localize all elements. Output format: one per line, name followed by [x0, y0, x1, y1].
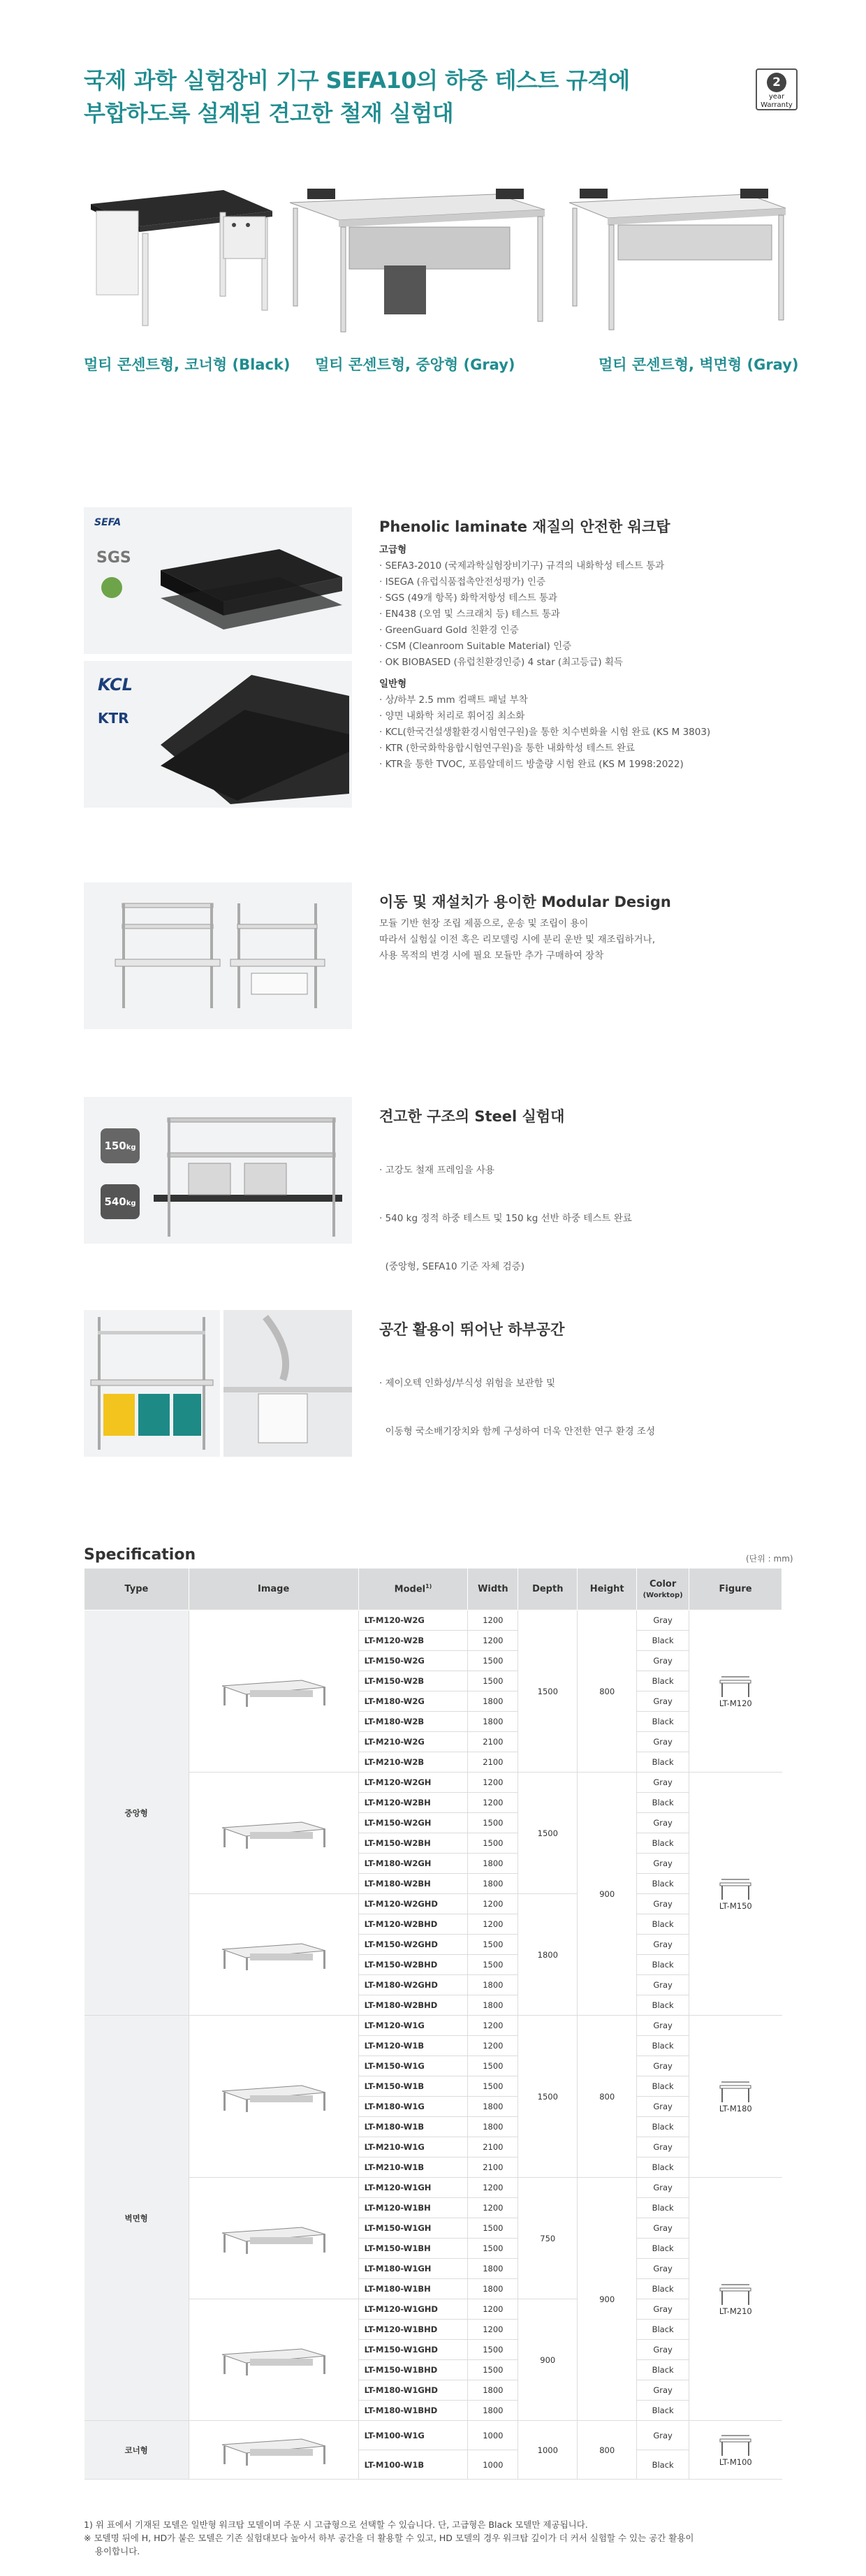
- black-panel-stack: [147, 521, 349, 650]
- standard-item: · 상/하부 2.5 mm 컴팩트 패널 부착: [379, 694, 528, 706]
- steel-line: · 540 kg 정적 하중 테스트 및 150 kg 선반 하중 테스트 완료: [379, 1213, 632, 1224]
- width-cell: 1200: [468, 1894, 518, 1914]
- premium-item: · GreenGuard Gold 친환경 인증: [379, 625, 519, 636]
- color-cell: Gray: [637, 2340, 689, 2360]
- model-cell: LT-M180-W1BH: [358, 2279, 468, 2299]
- model-cell: LT-M120-W1GHD: [358, 2299, 468, 2320]
- cabinet-drawing: [84, 1310, 220, 1457]
- color-cell: Black: [637, 2401, 689, 2421]
- height-cell: 800: [578, 2421, 637, 2480]
- model-cell: LT-M180-W2GH: [358, 1854, 468, 1874]
- exhaust-drawing: [223, 1310, 352, 1457]
- under-space-image-cabinet: [84, 1310, 220, 1457]
- width-cell: 1200: [468, 1914, 518, 1935]
- standard-item: · 양면 내화학 처리로 휘어짐 최소화: [379, 711, 525, 722]
- height-cell: 900: [578, 1773, 637, 2016]
- warranty-label-year: year: [768, 93, 785, 101]
- model-cell: LT-M210-W2G: [358, 1732, 468, 1752]
- feature-steel-body: [379, 1130, 632, 1291]
- color-cell: Black: [637, 1793, 689, 1813]
- col-width: Width: [468, 1569, 518, 1610]
- width-cell: 1800: [468, 2279, 518, 2299]
- standard-item: · KTR (한국화학융합시험연구원)을 통한 내화학성 테스트 완료: [379, 743, 635, 754]
- figure-label: LT-M100: [719, 2457, 752, 2467]
- premium-item: · SEFA3-2010 (국제과학실험장비기구) 규격의 내화학성 테스트 통과: [379, 560, 665, 572]
- modular-line: 모듈 기반 현장 조립 제품으로, 운송 및 조립이 용이: [379, 918, 589, 929]
- greenguard-logo: [101, 577, 122, 598]
- feature-worktop-title: Phenolic laminate 재질의 안전한 워크탑: [379, 518, 670, 535]
- model-cell: LT-M120-W1B: [358, 2036, 468, 2056]
- figure-icon: [719, 1675, 752, 1698]
- model-cell: LT-M180-W2B: [358, 1712, 468, 1732]
- figure-icon: [719, 2433, 752, 2457]
- color-cell: Black: [637, 1752, 689, 1773]
- color-cell: Gray: [637, 1975, 689, 1995]
- width-cell: 2100: [468, 1732, 518, 1752]
- model-cell: LT-M150-W1BH: [358, 2239, 468, 2259]
- under-space-image-exhaust: [223, 1310, 352, 1457]
- table-row: [85, 1894, 782, 1914]
- width-cell: 1200: [468, 2299, 518, 2320]
- modular-line: 사용 목적의 변경 시에 필요 모듈만 추가 구매하여 장착: [379, 950, 604, 961]
- color-cell: Black: [637, 1631, 689, 1651]
- table-row: [85, 1610, 782, 1631]
- color-cell: Black: [637, 1995, 689, 2016]
- hero-title-line1: 국제 과학 실험장비 기구 SEFA10의 하중 테스트 규격에: [84, 67, 630, 94]
- weight-150: 150kg: [101, 1128, 140, 1163]
- spec-notes: [84, 2518, 782, 2558]
- depth-cell: 750: [518, 2178, 578, 2299]
- width-cell: 1800: [468, 1854, 518, 1874]
- color-cell: Gray: [637, 2137, 689, 2157]
- width-cell: 2100: [468, 2137, 518, 2157]
- standard-heading: 일반형: [379, 678, 407, 690]
- model-cell: LT-M210-W2B: [358, 1752, 468, 1773]
- feature-steel-title: 견고한 구조의 Steel 실험대: [379, 1108, 565, 1125]
- figure-label: LT-M150: [719, 1900, 752, 1911]
- width-cell: 1800: [468, 2259, 518, 2279]
- table-thumbnail: [218, 2222, 330, 2255]
- spec-body: [85, 1610, 782, 2480]
- model-cell: LT-M180-W2BH: [358, 1874, 468, 1894]
- product-image-corner: [84, 183, 279, 337]
- width-cell: 1200: [468, 1773, 518, 1793]
- underspace-line: 이동형 국소배기장치와 함께 구성하여 더욱 안전한 연구 환경 조성: [379, 1426, 656, 1437]
- color-cell: Gray: [637, 2178, 689, 2198]
- color-cell: Gray: [637, 2421, 689, 2450]
- model-cell: LT-M210-W1B: [358, 2157, 468, 2178]
- width-cell: 1500: [468, 2239, 518, 2259]
- product-caption-center: 멀티 콘센트형, 중앙형 (Gray): [315, 356, 515, 373]
- figure-cell: [689, 1773, 782, 2016]
- standard-item: · KCL(한국건설생활환경시험연구원)을 통한 치수변화율 시험 완료 (KS M 3803): [379, 727, 711, 738]
- row-type: 중앙형: [85, 1610, 189, 2016]
- figure-label: LT-M120: [719, 1698, 752, 1708]
- product-image-center: [286, 189, 552, 339]
- warranty-badge: [756, 68, 798, 110]
- width-cell: 1800: [468, 2380, 518, 2401]
- model-cell: LT-M180-W1GH: [358, 2259, 468, 2279]
- depth-cell: 1000: [518, 2421, 578, 2480]
- model-cell: LT-M180-W1BHD: [358, 2401, 468, 2421]
- row-image: [189, 2421, 358, 2480]
- weight-540: 540kg: [101, 1184, 140, 1219]
- width-cell: 1200: [468, 2198, 518, 2218]
- table-row: [85, 2299, 782, 2320]
- width-cell: 1500: [468, 1935, 518, 1955]
- model-cell: LT-M120-W1GH: [358, 2178, 468, 2198]
- width-cell: 1500: [468, 1651, 518, 1671]
- row-type: 벽면형: [85, 2016, 189, 2421]
- model-cell: LT-M150-W1GH: [358, 2218, 468, 2239]
- model-cell: LT-M150-W1B: [358, 2076, 468, 2097]
- note-3: 용이합니다.: [84, 2546, 140, 2556]
- modular-line: 따라서 실험실 이전 혹은 리모델링 시에 분리 운반 및 재조립하거나,: [379, 934, 656, 945]
- depth-cell: 1800: [518, 1894, 578, 2016]
- model-cell: LT-M150-W2GH: [358, 1813, 468, 1833]
- col-depth: Depth: [518, 1569, 578, 1610]
- row-image: [189, 1894, 358, 2016]
- table-thumbnail: [218, 2433, 330, 2467]
- model-cell: LT-M210-W1G: [358, 2137, 468, 2157]
- width-cell: 1800: [468, 1691, 518, 1712]
- spec-unit: (단위 : mm): [746, 1554, 793, 1564]
- width-cell: 1500: [468, 1813, 518, 1833]
- width-cell: 1200: [468, 1631, 518, 1651]
- color-cell: Black: [637, 2239, 689, 2259]
- kcl-logo: KCL: [98, 675, 133, 694]
- col-image: Image: [189, 1569, 358, 1610]
- model-cell: LT-M120-W2GHD: [358, 1894, 468, 1914]
- note-2: ※ 모델명 뒤에 H, HD가 붙은 모델은 기존 실험대보다 높아서 하부 공간을 더 활용할 수 있고, HD 모델의 경우 워크탑 깊이가 더 커서 실험할 수 있는 공간 활용이: [84, 2533, 694, 2543]
- warranty-years: 2: [767, 73, 786, 92]
- color-cell: Gray: [637, 1691, 689, 1712]
- color-cell: Gray: [637, 2259, 689, 2279]
- model-cell: LT-M150-W2B: [358, 1671, 468, 1691]
- figure-icon: [719, 1877, 752, 1901]
- color-cell: Black: [637, 2117, 689, 2137]
- color-cell: Black: [637, 2279, 689, 2299]
- row-image: [189, 1773, 358, 1894]
- width-cell: 1500: [468, 2076, 518, 2097]
- color-cell: Black: [637, 2157, 689, 2178]
- color-cell: Black: [637, 1833, 689, 1854]
- color-cell: Black: [637, 1874, 689, 1894]
- col-color: Color (Worktop): [637, 1569, 689, 1610]
- color-cell: Gray: [637, 2299, 689, 2320]
- model-cell: LT-M150-W2BH: [358, 1833, 468, 1854]
- width-cell: 1200: [468, 2178, 518, 2198]
- model-cell: LT-M120-W2B: [358, 1631, 468, 1651]
- model-cell: LT-M180-W1G: [358, 2097, 468, 2117]
- depth-cell: 1500: [518, 1773, 578, 1894]
- table-row: [85, 2016, 782, 2036]
- color-cell: Gray: [637, 2016, 689, 2036]
- modular-tables-drawing: [84, 882, 352, 1029]
- width-cell: 1500: [468, 1833, 518, 1854]
- width-cell: 1200: [468, 1793, 518, 1813]
- width-cell: 1500: [468, 1671, 518, 1691]
- model-cell: LT-M180-W1B: [358, 2117, 468, 2137]
- color-cell: Gray: [637, 2380, 689, 2401]
- standard-item: · KTR을 통한 TVOC, 포름알데히드 방출량 시험 완료 (KS M 1998:2022): [379, 759, 684, 770]
- height-cell: 800: [578, 2016, 637, 2178]
- color-cell: Gray: [637, 2056, 689, 2076]
- figure-cell: [689, 1610, 782, 1773]
- spec-title: Specification: [84, 1546, 196, 1564]
- model-cell: LT-M150-W1BHD: [358, 2360, 468, 2380]
- spec-table: [84, 1568, 782, 2480]
- color-cell: Black: [637, 2036, 689, 2056]
- color-cell: Gray: [637, 1894, 689, 1914]
- color-cell: Black: [637, 2450, 689, 2480]
- width-cell: 1800: [468, 2097, 518, 2117]
- model-cell: LT-M180-W2GHD: [358, 1975, 468, 1995]
- col-figure: Figure: [689, 1569, 782, 1610]
- modular-design-image: [84, 882, 352, 1029]
- underspace-line: · 제이오텍 인화성/부식성 위험을 보관함 및: [379, 1378, 555, 1389]
- model-cell: LT-M180-W2G: [358, 1691, 468, 1712]
- width-cell: 1800: [468, 2117, 518, 2137]
- table-row: [85, 2178, 782, 2198]
- table-thumbnail: [218, 1817, 330, 1850]
- sefa-logo: SEFA: [94, 517, 122, 528]
- width-cell: 1200: [468, 2016, 518, 2036]
- width-cell: 2100: [468, 1752, 518, 1773]
- color-cell: Gray: [637, 2097, 689, 2117]
- black-panel-standard: [154, 668, 349, 804]
- premium-heading: 고급형: [379, 544, 407, 555]
- width-cell: 1800: [468, 1874, 518, 1894]
- table-row: [85, 1773, 782, 1793]
- premium-item: · OK BIOBASED (유럽친환경인증) 4 star (최고등급) 획득: [379, 657, 624, 668]
- depth-cell: 900: [518, 2299, 578, 2421]
- model-cell: LT-M120-W2GH: [358, 1773, 468, 1793]
- width-cell: 1200: [468, 2036, 518, 2056]
- color-cell: Black: [637, 2360, 689, 2380]
- color-cell: Gray: [637, 1732, 689, 1752]
- width-cell: 1800: [468, 2401, 518, 2421]
- color-cell: Gray: [637, 1610, 689, 1631]
- model-cell: LT-M150-W2G: [358, 1651, 468, 1671]
- model-cell: LT-M120-W2BH: [358, 1793, 468, 1813]
- width-cell: 1500: [468, 2056, 518, 2076]
- color-cell: Black: [637, 2320, 689, 2340]
- figure-label: LT-M180: [719, 2103, 752, 2113]
- worktop-image-standard: [84, 661, 352, 808]
- table-thumbnail: [218, 2080, 330, 2113]
- width-cell: 1500: [468, 2340, 518, 2360]
- premium-item: · SGS (49개 항목) 화학저항성 테스트 통과: [379, 592, 557, 604]
- color-cell: Black: [637, 2198, 689, 2218]
- model-cell: LT-M150-W2BHD: [358, 1955, 468, 1975]
- row-image: [189, 2299, 358, 2421]
- product-image-wall: [566, 189, 789, 335]
- premium-item: · ISEGA (유럽식품접촉안전성평가) 인증: [379, 576, 546, 588]
- color-cell: Gray: [637, 1813, 689, 1833]
- feature-worktop-body: [379, 542, 710, 773]
- col-model: Model$^{1)}$: [358, 1569, 468, 1610]
- model-cell: LT-M120-W1G: [358, 2016, 468, 2036]
- model-cell: LT-M120-W1BHD: [358, 2320, 468, 2340]
- width-cell: 1200: [468, 1610, 518, 1631]
- height-cell: 900: [578, 2178, 637, 2421]
- width-cell: 1000: [468, 2421, 518, 2450]
- col-height: Height: [578, 1569, 637, 1610]
- color-cell: Gray: [637, 1854, 689, 1874]
- width-cell: 2100: [468, 2157, 518, 2178]
- width-cell: 1500: [468, 2218, 518, 2239]
- color-cell: Black: [637, 2076, 689, 2097]
- steel-load-image: [84, 1097, 352, 1244]
- figure-cell: [689, 2421, 782, 2480]
- width-cell: 1500: [468, 2360, 518, 2380]
- hero-title: [84, 64, 630, 130]
- model-cell: LT-M120-W1BH: [358, 2198, 468, 2218]
- color-cell: Gray: [637, 2218, 689, 2239]
- row-image: [189, 1610, 358, 1773]
- depth-cell: 1500: [518, 1610, 578, 1773]
- steel-table-drawing: [154, 1104, 349, 1240]
- color-cell: Gray: [637, 1773, 689, 1793]
- color-cell: Black: [637, 1671, 689, 1691]
- width-cell: 1500: [468, 1955, 518, 1975]
- feature-underspace-body: [379, 1344, 655, 1456]
- model-cell: LT-M180-W2BHD: [358, 1995, 468, 2016]
- figure-icon: [719, 2283, 752, 2306]
- width-cell: 1000: [468, 2450, 518, 2480]
- model-cell: LT-M120-W2G: [358, 1610, 468, 1631]
- warranty-label: Warranty: [761, 101, 793, 109]
- worktop-image-premium: [84, 507, 352, 654]
- width-cell: 1200: [468, 2320, 518, 2340]
- steel-line: (중앙형, SEFA10 기준 자체 검증): [379, 1261, 524, 1272]
- table-thumbnail: [218, 1675, 330, 1708]
- color-cell: Gray: [637, 1651, 689, 1671]
- width-cell: 1800: [468, 1995, 518, 2016]
- premium-item: · EN438 (오염 및 스크래치 등) 테스트 통과: [379, 609, 560, 620]
- model-cell: LT-M150-W1G: [358, 2056, 468, 2076]
- hero-title-line2: 부합하도록 설계된 견고한 철재 실험대: [84, 100, 454, 126]
- model-cell: LT-M180-W1GHD: [358, 2380, 468, 2401]
- color-cell: Black: [637, 1955, 689, 1975]
- color-cell: Black: [637, 1712, 689, 1732]
- figure-icon: [719, 2080, 752, 2104]
- premium-item: · CSM (Cleanroom Suitable Material) 인증: [379, 641, 572, 652]
- figure-cell: [689, 2016, 782, 2178]
- color-cell: Black: [637, 1914, 689, 1935]
- model-cell: LT-M100-W1B: [358, 2450, 468, 2480]
- col-type: Type: [85, 1569, 189, 1610]
- model-cell: LT-M150-W1GHD: [358, 2340, 468, 2360]
- model-cell: LT-M150-W2GHD: [358, 1935, 468, 1955]
- depth-cell: 1500: [518, 2016, 578, 2178]
- table-thumbnail: [218, 2343, 330, 2377]
- feature-modular-title: 이동 및 재설치가 용이한 Modular Design: [379, 894, 671, 910]
- color-cell: Gray: [637, 1935, 689, 1955]
- product-caption-corner: 멀티 콘센트형, 코너형 (Black): [84, 356, 291, 373]
- width-cell: 1800: [468, 1975, 518, 1995]
- model-cell: LT-M100-W1G: [358, 2421, 468, 2450]
- steel-line: · 고강도 철재 프레임을 사용: [379, 1165, 494, 1176]
- width-cell: 1800: [468, 1712, 518, 1732]
- ktr-logo: KTR: [98, 710, 129, 727]
- model-cell: LT-M120-W2BHD: [358, 1914, 468, 1935]
- figure-cell: [689, 2178, 782, 2421]
- table-thumbnail: [218, 1938, 330, 1972]
- row-type: 코너형: [85, 2421, 189, 2480]
- feature-modular-body: [379, 916, 655, 964]
- sgs-logo: SGS: [96, 549, 131, 567]
- product-caption-wall: 멀티 콘센트형, 벽면형 (Gray): [599, 356, 799, 373]
- feature-underspace-title: 공간 활용이 뛰어난 하부공간: [379, 1321, 565, 1338]
- table-row: [85, 2421, 782, 2450]
- figure-label: LT-M210: [719, 2306, 752, 2316]
- note-1: 1) 위 표에서 기재된 모델은 일반형 워크탑 모델이며 주문 시 고급형으로 선택할 수 있습니다. 단, 고급형은 Black 모델만 제공됩니다.: [84, 2519, 588, 2530]
- row-image: [189, 2016, 358, 2178]
- row-image: [189, 2178, 358, 2299]
- height-cell: 800: [578, 1610, 637, 1773]
